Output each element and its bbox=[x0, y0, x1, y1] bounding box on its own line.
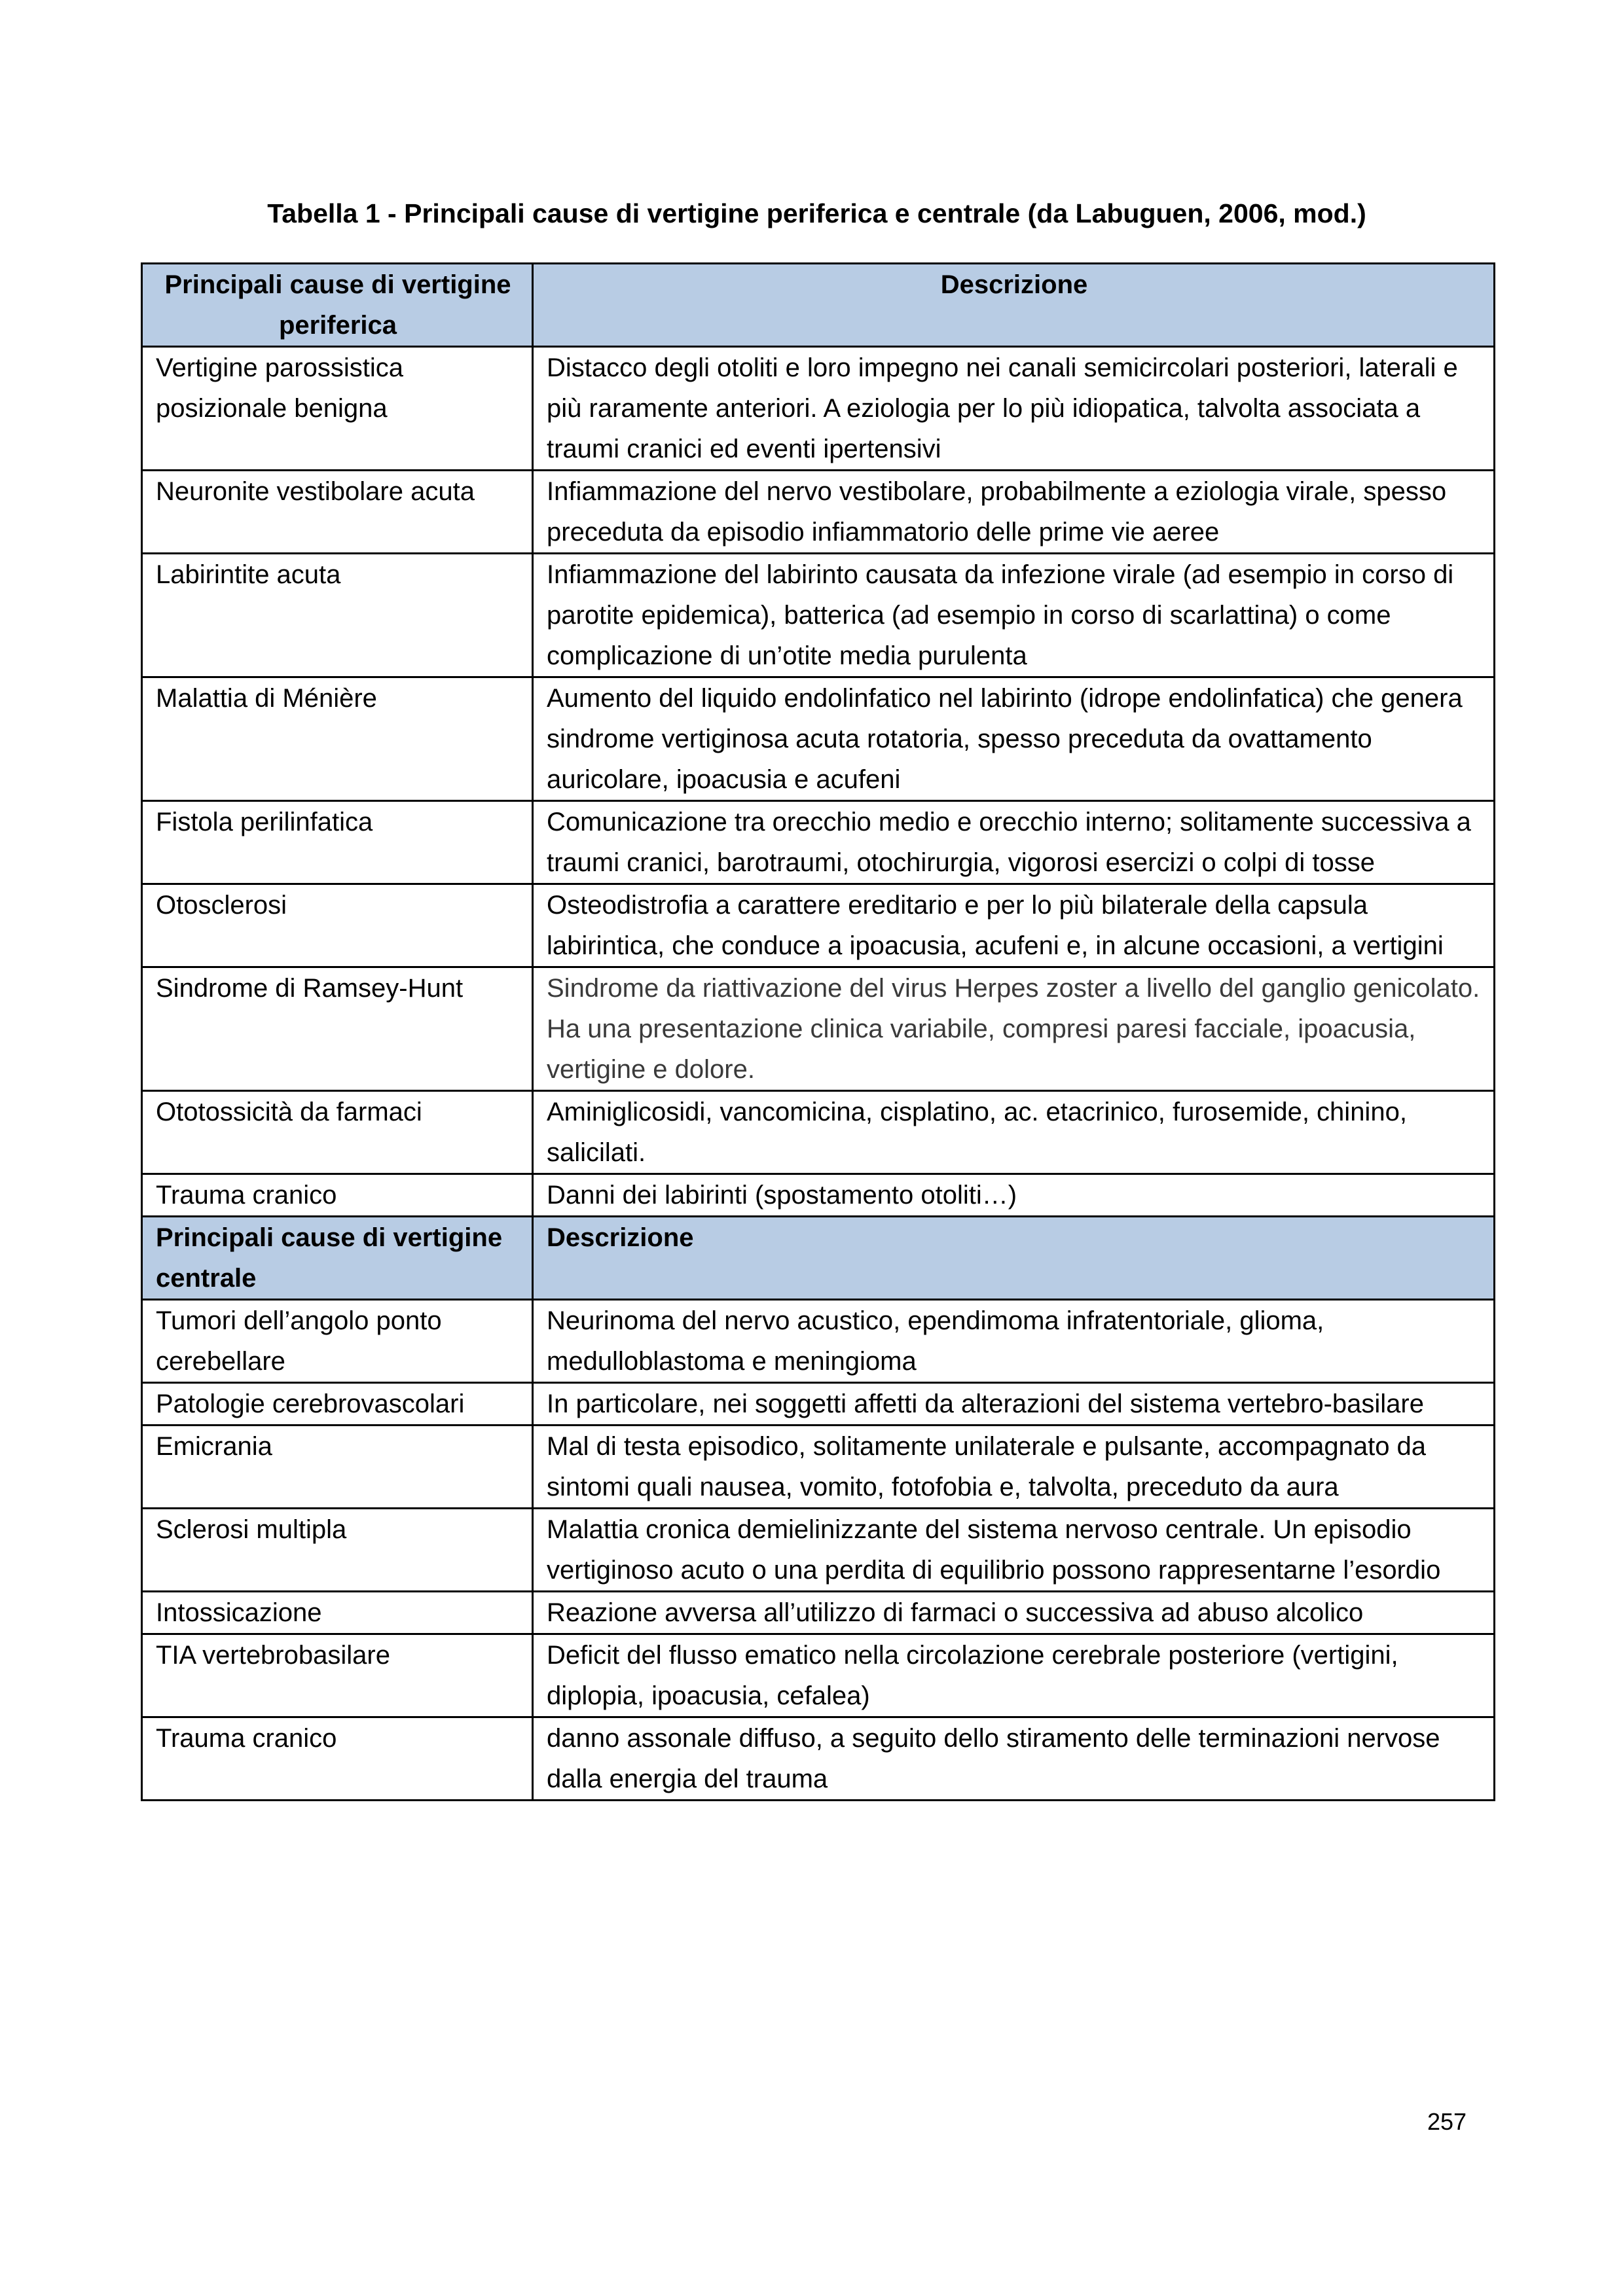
cause-cell: Vertigine parossistica posizionale benigna bbox=[142, 347, 533, 471]
table-row bbox=[142, 967, 1495, 1091]
table-row bbox=[142, 1717, 1495, 1801]
central-cause-header: Principali cause di vertigine centrale bbox=[142, 1217, 533, 1300]
cause-cell: Emicrania bbox=[142, 1426, 533, 1509]
cause-cell: Ototossicità da farmaci bbox=[142, 1091, 533, 1174]
cause-cell: TIA vertebrobasilare bbox=[142, 1634, 533, 1717]
vertigo-causes-table bbox=[141, 262, 1495, 1801]
table-row bbox=[142, 471, 1495, 554]
peripheral-header-row bbox=[142, 264, 1495, 347]
table-row bbox=[142, 347, 1495, 471]
cause-cell: Sclerosi multipla bbox=[142, 1509, 533, 1592]
page-number: 257 bbox=[1427, 2108, 1467, 2135]
description-cell: Infiammazione del labirinto causata da infezione virale (ad esempio in corso di parotite epidemica), batterica (ad esempio in corso di scarlattina) o come complicazione di un’otite media purulenta bbox=[533, 554, 1495, 677]
peripheral-cause-header: Principali cause di vertigine periferica bbox=[142, 264, 533, 347]
description-cell: Comunicazione tra orecchio medio e orecchio interno; solitamente successiva a traumi cranici, barotraumi, otochirurgia, vigorosi esercizi o colpi di tosse bbox=[533, 801, 1495, 884]
peripheral-description-header: Descrizione bbox=[533, 264, 1495, 347]
cause-cell: Sindrome di Ramsey-Hunt bbox=[142, 967, 533, 1091]
cause-cell: Malattia di Ménière bbox=[142, 677, 533, 801]
table-row bbox=[142, 1091, 1495, 1174]
description-cell: Reazione avversa all’utilizzo di farmaci o successiva ad abuso alcolico bbox=[533, 1592, 1495, 1634]
table-row bbox=[142, 554, 1495, 677]
description-cell: Distacco degli otoliti e loro impegno nei canali semicircolari posteriori, laterali e più raramente anteriori. A eziologia per lo più idiopatica, talvolta associata a traumi cranici ed eventi ipertensivi bbox=[533, 347, 1495, 471]
cause-cell: Trauma cranico bbox=[142, 1174, 533, 1217]
description-cell: Infiammazione del nervo vestibolare, probabilmente a eziologia virale, spesso preceduta da episodio infiammatorio delle prime vie aeree bbox=[533, 471, 1495, 554]
table-row bbox=[142, 1426, 1495, 1509]
cause-cell: Intossicazione bbox=[142, 1592, 533, 1634]
cause-cell: Labirintite acuta bbox=[142, 554, 533, 677]
description-cell: Mal di testa episodico, solitamente unilaterale e pulsante, accompagnato da sintomi quali nausea, vomito, fotofobia e, talvolta, preceduto da aura bbox=[533, 1426, 1495, 1509]
description-cell: Malattia cronica demielinizzante del sistema nervoso centrale. Un episodio vertiginoso acuto o una perdita di equilibrio possono rappresentarne l’esordio bbox=[533, 1509, 1495, 1592]
cause-cell: Patologie cerebrovascolari bbox=[142, 1383, 533, 1426]
description-cell: Sindrome da riattivazione del virus Herpes zoster a livello del ganglio genicolato. Ha una presentazione clinica variabile, compresi paresi facciale, ipoacusia, vertigine e dolore. bbox=[533, 967, 1495, 1091]
central-header-row bbox=[142, 1217, 1495, 1300]
table-row bbox=[142, 1592, 1495, 1634]
description-cell: Aumento del liquido endolinfatico nel labirinto (idrope endolinfatica) che genera sindrome vertiginosa acuta rotatoria, spesso preceduta da ovattamento auricolare, ipoacusia e acufeni bbox=[533, 677, 1495, 801]
description-cell: In particolare, nei soggetti affetti da alterazioni del sistema vertebro-basilare bbox=[533, 1383, 1495, 1426]
table-row bbox=[142, 1174, 1495, 1217]
table-row bbox=[142, 1383, 1495, 1426]
cause-cell: Tumori dell’angolo ponto cerebellare bbox=[142, 1300, 533, 1383]
table-caption: Tabella 1 - Principali cause di vertigine periferica e centrale (da Labuguen, 2006, mod.) bbox=[267, 198, 1366, 228]
cause-cell: Neuronite vestibolare acuta bbox=[142, 471, 533, 554]
description-cell: Neurinoma del nervo acustico, ependimoma infratentoriale, glioma, medulloblastoma e meningioma bbox=[533, 1300, 1495, 1383]
central-description-header: Descrizione bbox=[533, 1217, 1495, 1300]
description-cell: Osteodistrofia a carattere ereditario e per lo più bilaterale della capsula labirintica, che conduce a ipoacusia, acufeni e, in alcune occasioni, a vertigini bbox=[533, 884, 1495, 967]
cause-cell: Trauma cranico bbox=[142, 1717, 533, 1801]
description-cell: Deficit del flusso ematico nella circolazione cerebrale posteriore (vertigini, diplopia, ipoacusia, cefalea) bbox=[533, 1634, 1495, 1717]
description-cell: danno assonale diffuso, a seguito dello stiramento delle terminazioni nervose dalla energia del trauma bbox=[533, 1717, 1495, 1801]
description-cell: Danni dei labirinti (spostamento otoliti…) bbox=[533, 1174, 1495, 1217]
table-row bbox=[142, 677, 1495, 801]
table-row bbox=[142, 801, 1495, 884]
table-row bbox=[142, 1634, 1495, 1717]
table-row bbox=[142, 1300, 1495, 1383]
cause-cell: Otosclerosi bbox=[142, 884, 533, 967]
table-row bbox=[142, 884, 1495, 967]
cause-cell: Fistola perilinfatica bbox=[142, 801, 533, 884]
table-row bbox=[142, 1509, 1495, 1592]
description-cell: Aminiglicosidi, vancomicina, cisplatino, ac. etacrinico, furosemide, chinino, salicilati. bbox=[533, 1091, 1495, 1174]
